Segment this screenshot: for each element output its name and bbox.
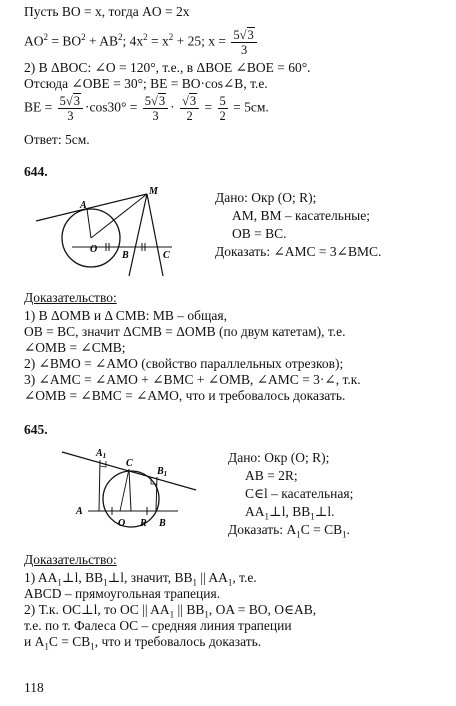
fraction: $\frac{5}{2}$: [219, 94, 226, 123]
equation-line: BE = $\frac{5√3}{3}$ ·cos30° = $\frac{5√3}{3}$ · $\frac{√3}{2}$ = $\frac{5}{2}$ = 5см.: [24, 94, 269, 123]
given-line: OB = BC.: [232, 226, 287, 241]
fraction: $\frac{5√3}{3}$: [143, 94, 168, 123]
perp-aa1: [99, 460, 100, 511]
proof-line: 2) ∠BMO = ∠AMO (свойство параллельных отрезков);: [24, 356, 344, 371]
label-b: B: [122, 250, 129, 261]
label-a: A: [80, 200, 87, 211]
label-r: R: [140, 518, 147, 529]
text-line: Пусть BO = x, тогда AO = 2x: [24, 4, 190, 19]
label-o: O: [118, 518, 126, 529]
radius-oc: [129, 469, 131, 511]
fraction: $\frac{√3}{2}$: [180, 94, 199, 123]
proof-line: OB = BC, значит ΔCMB = ΔOMB (по двум катетам), т.е.: [24, 324, 346, 339]
proof-line: 1) $AA_1\perp l$, $BB_1\perp l$, значит, $BB_1$ || $AA_1$, т.е.: [24, 570, 257, 588]
proof-line: ABCD – прямоугольная трапеция.: [24, 586, 221, 601]
fraction: $\frac{5√3}{3}$: [231, 28, 256, 57]
prove-line: Доказать: ∠AMC = 3∠BMC.: [215, 244, 382, 259]
given-line: Дано: Окр (O; R);: [215, 190, 317, 205]
given-line: C∈l – касательная;: [245, 486, 354, 501]
label-b: B: [159, 518, 166, 529]
equation-line: $AO^2 = BO^2 + AB^2$; $4x^2 = x^2 + 25$; x = $\frac{5√3}{3}$: [24, 28, 259, 57]
label-a1: $A_1$: [96, 448, 107, 460]
text-line: Отсюда ∠OBE = 30°; BE = BO·cos∠B, т.е.: [24, 76, 268, 91]
proof-line: 2) Т.к. OC⊥l, то OC || $AA_1$ || $BB_1$, OA = BO, O∈AB,: [24, 602, 317, 620]
text-line: 2) В ΔBOC: ∠O = 120°, т.е., в ΔBOE ∠BOE = 60°.: [24, 60, 311, 75]
problem-number: 645.: [24, 422, 48, 437]
perp-bb1: [156, 477, 157, 511]
figure-644: [32, 186, 197, 278]
given-line: AB = 2R;: [245, 468, 298, 483]
figure-645: [60, 444, 200, 540]
given-line: Дано: Окр (O; R);: [228, 450, 330, 465]
proof-line: ∠OMB = ∠BMC = ∠AMO, что и требовалось доказать.: [24, 388, 346, 403]
line-mc: [147, 194, 163, 276]
label-c: C: [163, 250, 170, 261]
proof-title: Доказательство:: [24, 552, 117, 567]
fraction: $\frac{5√3}{3}$: [58, 94, 83, 123]
label-m: M: [149, 186, 158, 197]
prove-line: Доказать: $A_1C = CB_1$.: [228, 522, 350, 540]
answer: Ответ: 5см.: [24, 132, 90, 147]
given-line: $AA_1\perp l$, $BB_1\perp l$.: [245, 504, 335, 522]
label-a: A: [76, 506, 83, 517]
label-b1: $B_1$: [157, 466, 168, 478]
proof-title: Доказательство:: [24, 290, 117, 305]
proof-line: 3) ∠AMC = ∠AMO + ∠BMC + ∠OMB, ∠AMC = 3·∠, т.к.: [24, 372, 361, 387]
proof-line: ∠OMB = ∠CMB;: [24, 340, 126, 355]
problem-number: 644.: [24, 164, 48, 179]
page-number: 118: [24, 680, 44, 695]
label-c: C: [126, 458, 133, 469]
proof-line: т.е. по т. Фалеса OC – средняя линия трапеции: [24, 618, 292, 633]
proof-line: 1) В ΔOMB и Δ CMB: MB – общая,: [24, 308, 227, 323]
radius-oa: [87, 209, 91, 238]
proof-line: и $A_1C = CB_1$, что и требовалось доказать.: [24, 634, 262, 652]
label-o: O: [90, 244, 98, 255]
given-line: AM, BM – касательные;: [232, 208, 370, 223]
